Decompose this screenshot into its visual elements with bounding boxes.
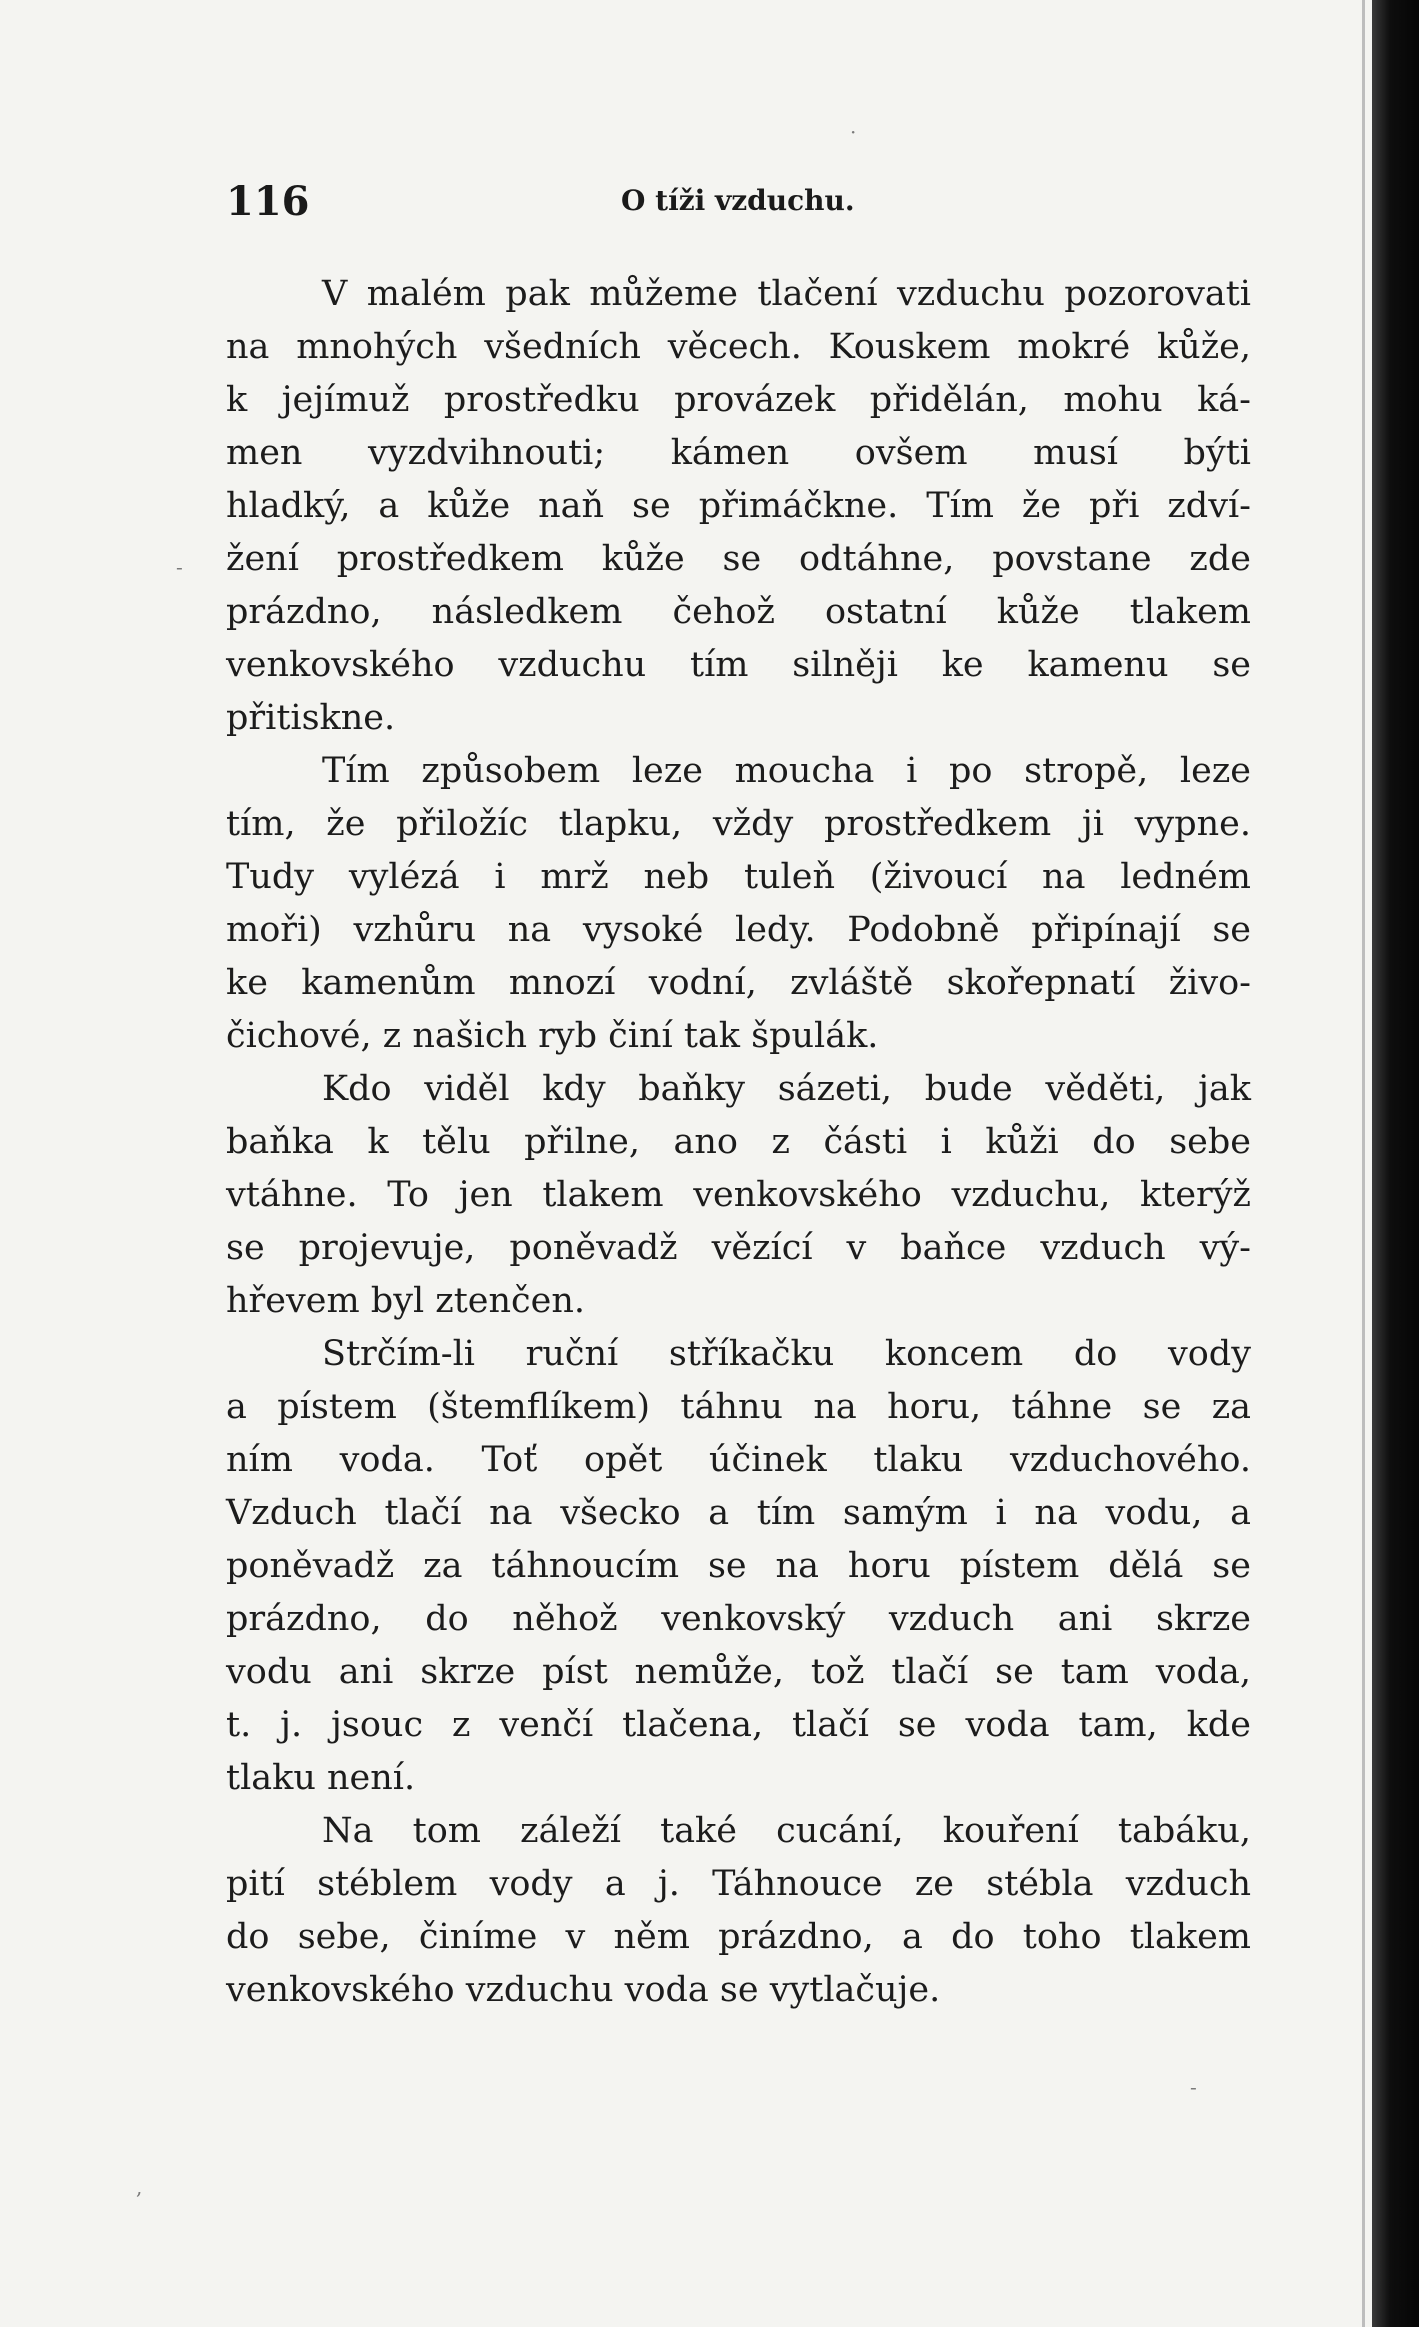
page-header [226,178,1256,238]
text-line: Tudy vylézá i mrž neb tuleň (živoucí na ledném [226,857,1251,897]
text-line: moři) vzhůru na vysoké ledy. Podobně připínají se [226,910,1251,950]
text-line: se projevuje, poněvadž vězící v baňce vzduch vý- [226,1228,1251,1268]
paragraph [226,1805,1251,2017]
text-line: poněvadž za táhnoucím se na horu pístem dělá se [226,1546,1251,1586]
paragraph [226,1328,1251,1805]
text-line: tlaku není. [226,1758,416,1798]
paragraph [226,745,1251,1063]
text-line: venkovského vzduchu voda se vytlačuje. [226,1970,941,2010]
text-line: vodu ani skrze píst nemůže, tož tlačí se tam voda, [226,1652,1251,1692]
text-line: Na tom záleží také cucání, kouření tabáku, [322,1811,1251,1851]
text-line: venkovského vzduchu tím silněji ke kamenu se [226,645,1251,685]
text-line: hladký, a kůže naň se přimáčkne. Tím že při zdví- [226,486,1251,526]
text-line: čichové, z našich ryb činí tak špulák. [226,1016,879,1056]
paragraph [226,268,1251,745]
text-line: Vzduch tlačí na všecko a tím samým i na vodu, a [226,1493,1251,1533]
body-text [226,268,1251,2017]
print-speck: - [176,555,183,579]
text-line: prázdno, následkem čehož ostatní kůže tlakem [226,592,1251,632]
text-line: men vyzdvihnouti; kámen ovšem musí býti [226,433,1251,473]
text-line: t. j. jsouc z venčí tlačena, tlačí se voda tam, kde [226,1705,1251,1745]
text-line: k jejímuž prostředku provázek přidělán, mohu ká- [226,380,1251,420]
text-line: Tím způsobem leze moucha i po stropě, leze [322,751,1251,791]
text-line: hřevem byl ztenčen. [226,1281,586,1321]
text-line: ním voda. Toť opět účinek tlaku vzduchového. [226,1440,1251,1480]
text-line: na mnohých všedních věcech. Kouskem mokré kůže, [226,327,1251,367]
page-number: 116 [226,178,310,225]
print-speck: , [136,2175,143,2199]
text-line: pití stéblem vody a j. Táhnouce ze stébla vzduch [226,1864,1251,1904]
running-title: O tíži vzduchu. [621,184,855,217]
text-line: V malém pak můžeme tlačení vzduchu pozorovati [322,274,1251,314]
text-line: tím, že přiložíc tlapku, vždy prostředkem ji vypne. [226,804,1251,844]
text-line: žení prostředkem kůže se odtáhne, povstane zde [226,539,1251,579]
text-line: prázdno, do něhož venkovský vzduch ani skrze [226,1599,1251,1639]
text-line: do sebe, činíme v něm prázdno, a do toho tlakem [226,1917,1251,1957]
text-line: přitiskne. [226,698,396,738]
scan-border [1372,0,1419,2327]
page-edge-line [1362,0,1365,2327]
text-line: baňka k tělu přilne, ano z části i kůži do sebe [226,1122,1251,1162]
print-speck: - [1190,2075,1197,2099]
text-line: Strčím-li ruční stříkačku koncem do vody [322,1334,1251,1374]
text-line: Kdo viděl kdy baňky sázeti, bude věděti, jak [322,1069,1251,1109]
paragraph [226,1063,1251,1328]
text-line: a pístem (štemflíkem) táhnu na horu, táhne se za [226,1387,1251,1427]
text-line: vtáhne. To jen tlakem venkovského vzduchu, kterýž [226,1175,1251,1215]
text-line: ke kamenům mnozí vodní, zvláště skořepnatí živo- [226,963,1251,1003]
print-speck: · [850,120,857,144]
